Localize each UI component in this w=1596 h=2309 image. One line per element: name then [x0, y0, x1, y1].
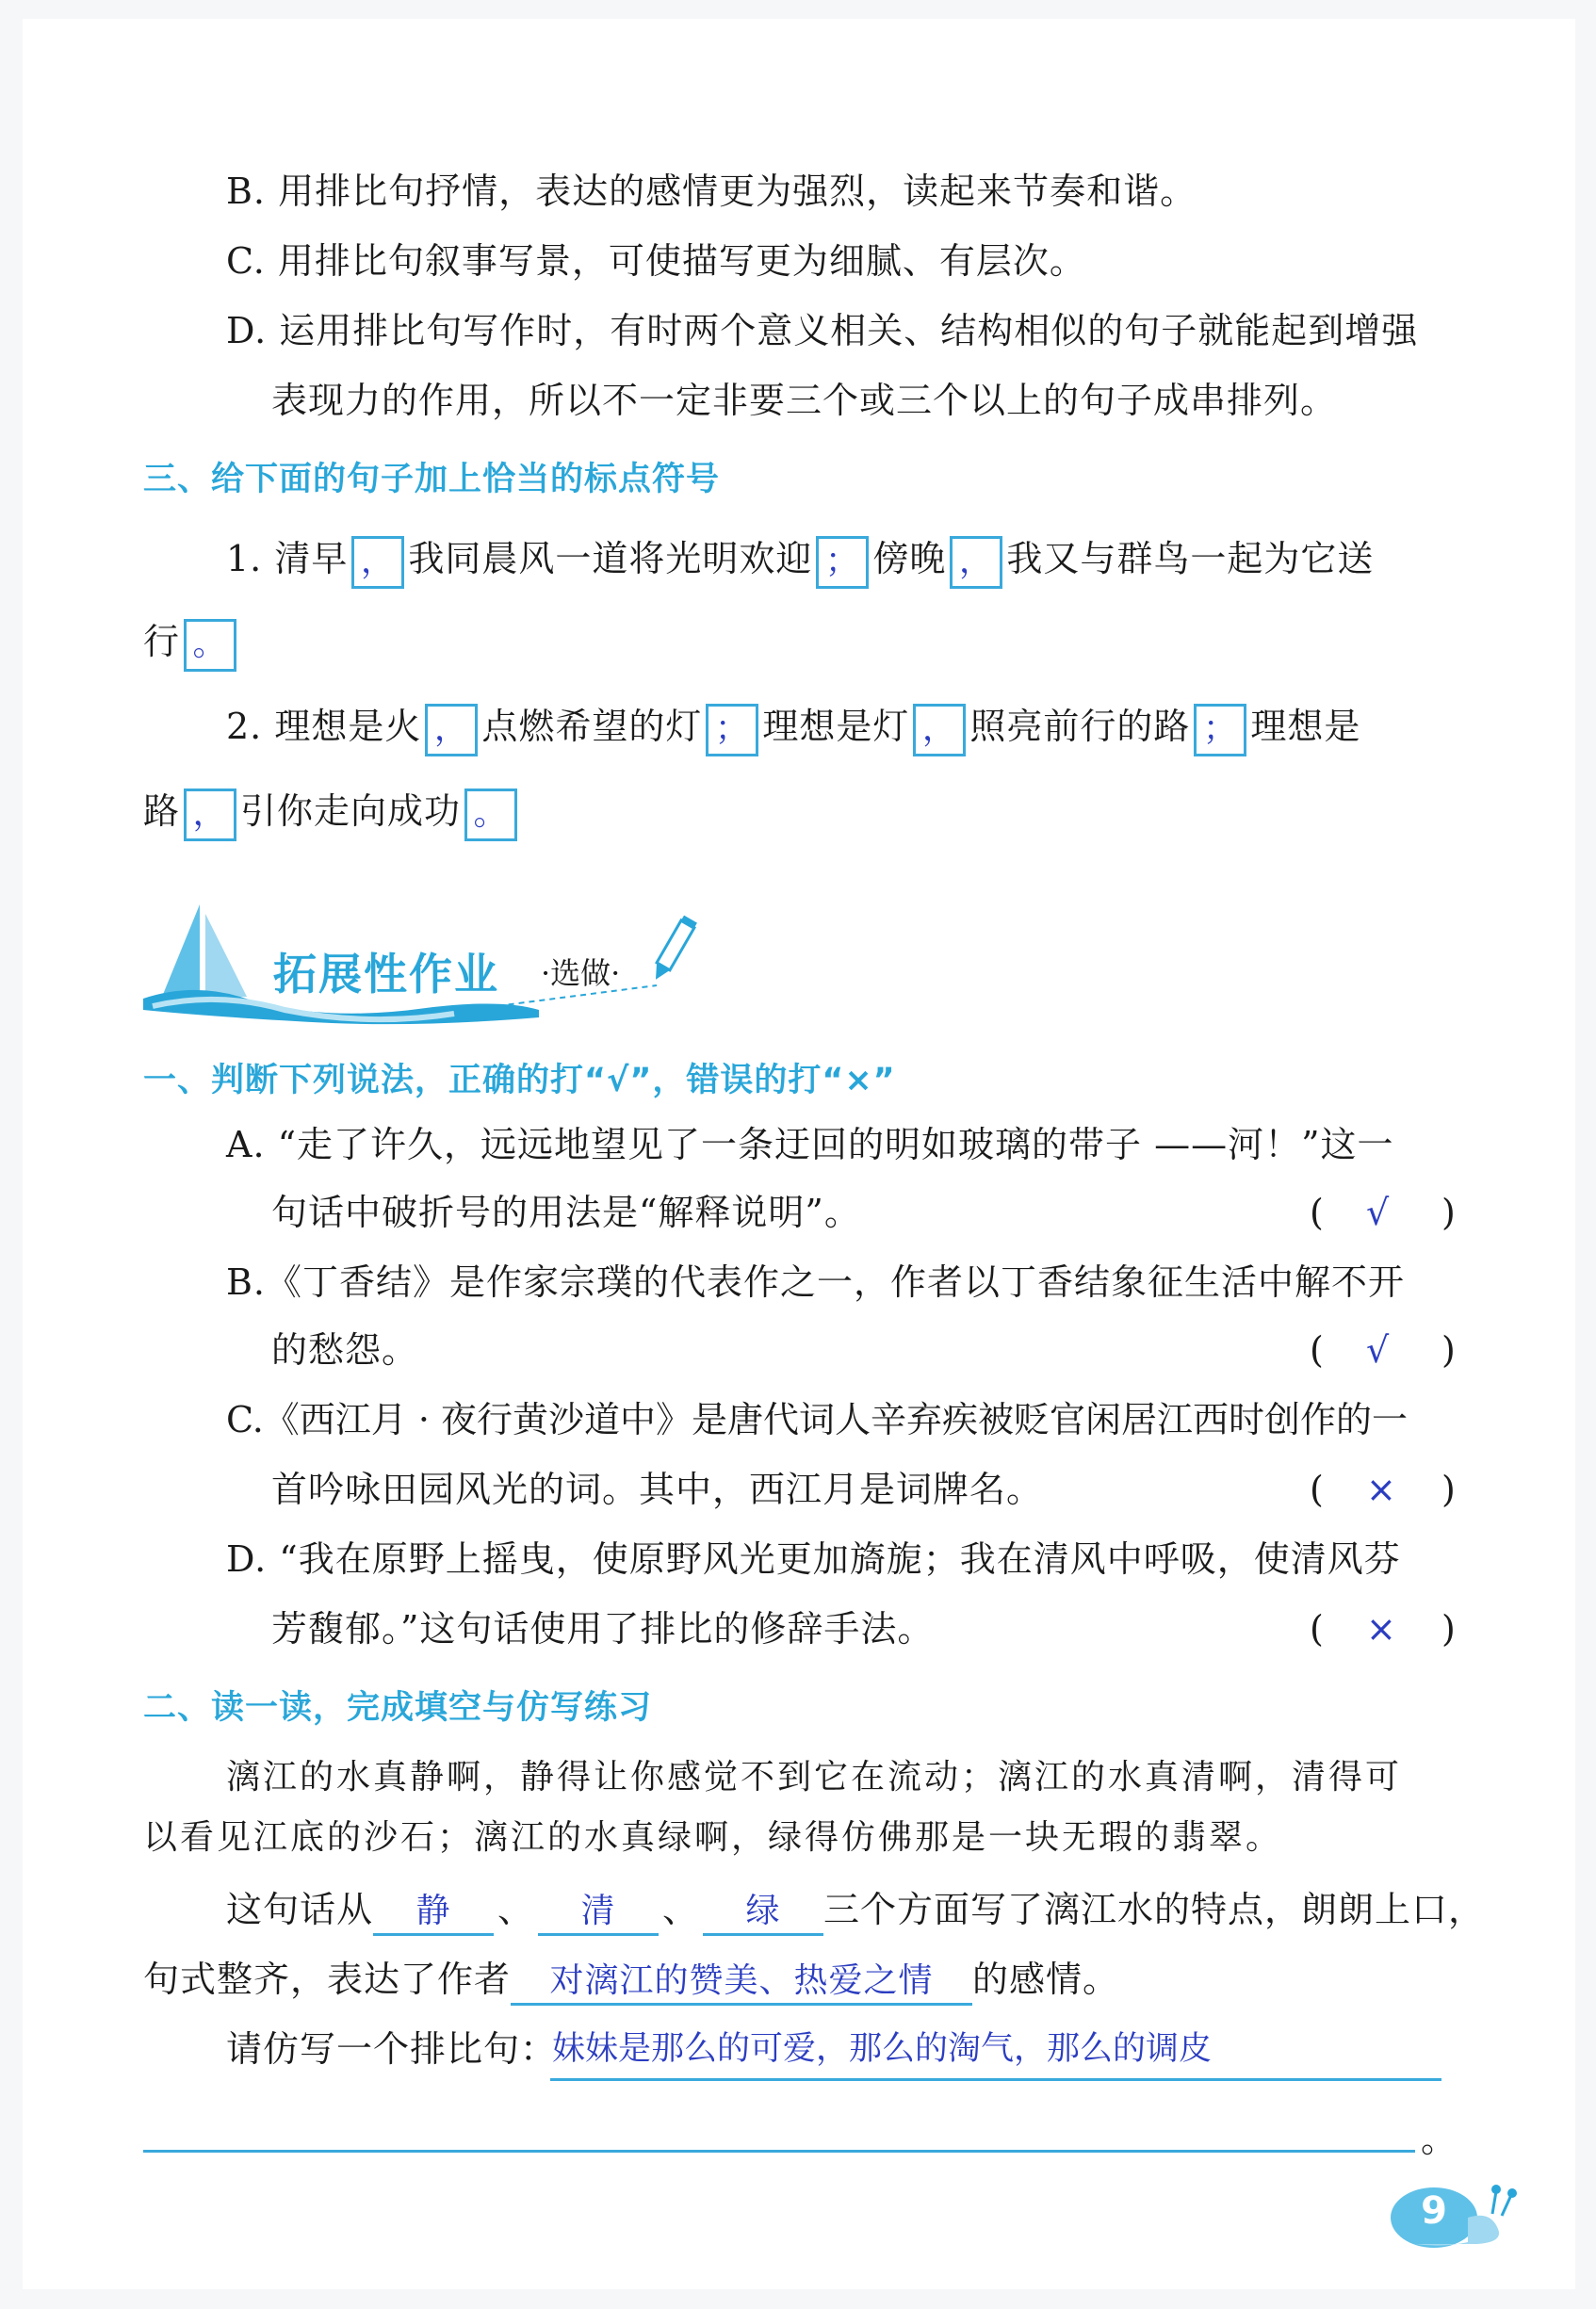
- punct-box[interactable]: [425, 704, 478, 756]
- paren-close: ): [1441, 1608, 1456, 1650]
- q1-text-1: 1. 清早: [226, 538, 349, 579]
- fill-text: 三个方面写了漓江水的特点，朗朗上口，: [823, 1889, 1486, 1930]
- fill-line1: [226, 1886, 1485, 1936]
- paren-close: ): [1441, 1329, 1456, 1371]
- extension-banner: [143, 886, 727, 1027]
- fill-line2: [143, 1956, 1119, 2006]
- judge-c-line2: 首吟咏田园风光的词。其中，西江月是词牌名。: [271, 1469, 1044, 1510]
- punct-answer: 。: [192, 624, 228, 663]
- judge-d-line1: D. “我在原野上摇曳，使原野风光更加旖旎；我在清风中呼吸，使清风芬: [226, 1538, 1401, 1580]
- passage-line2: 以看见江底的沙石；漓江的水真绿啊，绿得仿佛那是一块无瑕的翡翠。: [143, 1818, 1283, 1857]
- punct-answer: ，: [958, 541, 994, 580]
- punct-answer: ；: [1202, 708, 1238, 748]
- option-d-line2: 表现力的作用，所以不一定非要三个或三个以上的句子成串排列。: [271, 380, 1338, 421]
- paren-close: ): [1441, 1192, 1456, 1233]
- judge-a-line1: A. “走了许久，远远地望见了一条迂回的明如玻璃的带子 ——河！”这一: [226, 1124, 1394, 1165]
- q2-text-1: 2. 理想是火: [226, 706, 422, 747]
- punct-box[interactable]: [184, 619, 236, 672]
- punct-answer: ，: [192, 793, 228, 833]
- punct-answer: ；: [714, 708, 750, 748]
- q2-text-5: 理想是: [1250, 706, 1361, 747]
- fill-separator: 、: [662, 1889, 700, 1930]
- punct-box[interactable]: [950, 536, 1002, 589]
- judge-a-line2: 句话中破折号的用法是“解释说明”。: [271, 1192, 861, 1233]
- punct-q1-line1: [226, 535, 1374, 589]
- judge-answer-mark: √: [1366, 1192, 1390, 1233]
- judge-c-answer: [1310, 1466, 1475, 1513]
- imitate-prefix: 请仿写一个排比句：: [226, 2028, 558, 2070]
- paren-open: (: [1310, 1329, 1324, 1371]
- imitate-answer[interactable]: 妹妹是那么的可爱，那么的淘气，那么的调皮: [552, 2030, 1213, 2068]
- end-mark: 。: [1421, 2119, 1458, 2160]
- judge-a-answer: [1310, 1189, 1475, 1236]
- judge-d-line2: 芳馥郁。”这句话使用了排比的修辞手法。: [271, 1608, 935, 1650]
- punct-box[interactable]: [351, 536, 404, 589]
- imitate-continue-line[interactable]: [143, 2150, 1415, 2153]
- punct-q1-line2: [143, 618, 240, 672]
- fill-text: 的感情。: [972, 1959, 1120, 2000]
- q2-text-7: 引你走向成功: [240, 790, 462, 832]
- judge-b-line1: B.《丁香结》是作家宗璞的代表作之一，作者以丁香结象征生活中解不开: [226, 1261, 1406, 1303]
- passage-line1: 漓江的水真静啊，静得让你感觉不到它在流动；漓江的水真清啊，清得可: [226, 1758, 1403, 1797]
- punct-box[interactable]: [1194, 704, 1246, 756]
- punct-q2-line1: [226, 703, 1360, 756]
- judge-b-line2: 的愁怨。: [271, 1329, 419, 1371]
- ext2-heading: 二、读一读，完成填空与仿写练习: [143, 1689, 653, 1727]
- punct-answer: ，: [360, 541, 396, 580]
- q1-text-4: 我又与群鸟一起为它送: [1006, 538, 1375, 579]
- section3-heading: 三、给下面的句子加上恰当的标点符号: [143, 461, 721, 498]
- judge-answer-mark: ×: [1366, 1608, 1396, 1650]
- q2-text-6: 路: [143, 790, 181, 832]
- punct-box[interactable]: [706, 704, 758, 756]
- page-number-badge: [1387, 2176, 1547, 2252]
- option-b: B. 用排比句抒情，表达的感情更为强烈，读起来节奏和谐。: [226, 171, 1197, 212]
- punct-answer: ，: [433, 708, 469, 748]
- ext1-heading: 一、判断下列说法，正确的打“√”，错误的打“×”: [143, 1062, 896, 1099]
- imitate-answer-line: [550, 2078, 1441, 2081]
- banner-subtitle: ·选做·: [541, 955, 621, 991]
- fill-blank-4[interactable]: 对漓江的赞美、热爱之情: [511, 1959, 972, 2006]
- judge-d-answer: [1310, 1605, 1475, 1652]
- fill-blank-3[interactable]: 绿: [703, 1890, 823, 1936]
- q2-text-3: 理想是灯: [762, 706, 910, 747]
- fill-blank-2[interactable]: 清: [538, 1890, 659, 1936]
- paren-open: (: [1310, 1192, 1324, 1233]
- banner-title: 拓展性作业: [273, 949, 499, 1000]
- paren-close: ): [1441, 1469, 1456, 1510]
- fill-blank-1[interactable]: 静: [373, 1890, 494, 1936]
- paren-open: (: [1310, 1469, 1324, 1510]
- punct-box[interactable]: [816, 536, 869, 589]
- q1-text-3: 傍晚: [872, 538, 947, 579]
- q2-text-2: 点燃希望的灯: [481, 706, 703, 747]
- punct-answer: ，: [921, 708, 957, 748]
- fill-text: 句式整齐，表达了作者: [143, 1959, 512, 2000]
- q1-text-5: 行: [143, 621, 181, 662]
- q1-text-2: 我同晨风一道将光明欢迎: [408, 538, 813, 579]
- fill-text: 这句话从: [226, 1889, 374, 1930]
- q2-text-4: 照亮前行的路: [969, 706, 1191, 747]
- judge-answer-mark: ×: [1366, 1469, 1396, 1510]
- option-c: C. 用排比句叙事写景，可使描写更为细腻、有层次。: [226, 240, 1086, 282]
- judge-c-line1: C.《西江月 · 夜行黄沙道中》是唐代词人辛弃疾被贬官闲居江西时创作的一: [226, 1399, 1409, 1440]
- option-d-line1: D. 运用排比句写作时，有时两个意义相关、结构相似的句子就能起到增强: [226, 310, 1419, 351]
- punct-q2-line2: [143, 788, 521, 841]
- judge-answer-mark: √: [1366, 1329, 1390, 1371]
- workbook-page: [23, 19, 1575, 2289]
- punct-answer: 。: [473, 793, 509, 833]
- punct-box[interactable]: [913, 704, 966, 756]
- fill-separator: 、: [497, 1889, 535, 1930]
- punct-box[interactable]: [464, 789, 517, 841]
- page-number: 9: [1421, 2189, 1447, 2233]
- punct-box[interactable]: [184, 789, 236, 841]
- punct-answer: ；: [824, 541, 860, 580]
- judge-b-answer: [1310, 1326, 1475, 1374]
- paren-open: (: [1310, 1608, 1324, 1650]
